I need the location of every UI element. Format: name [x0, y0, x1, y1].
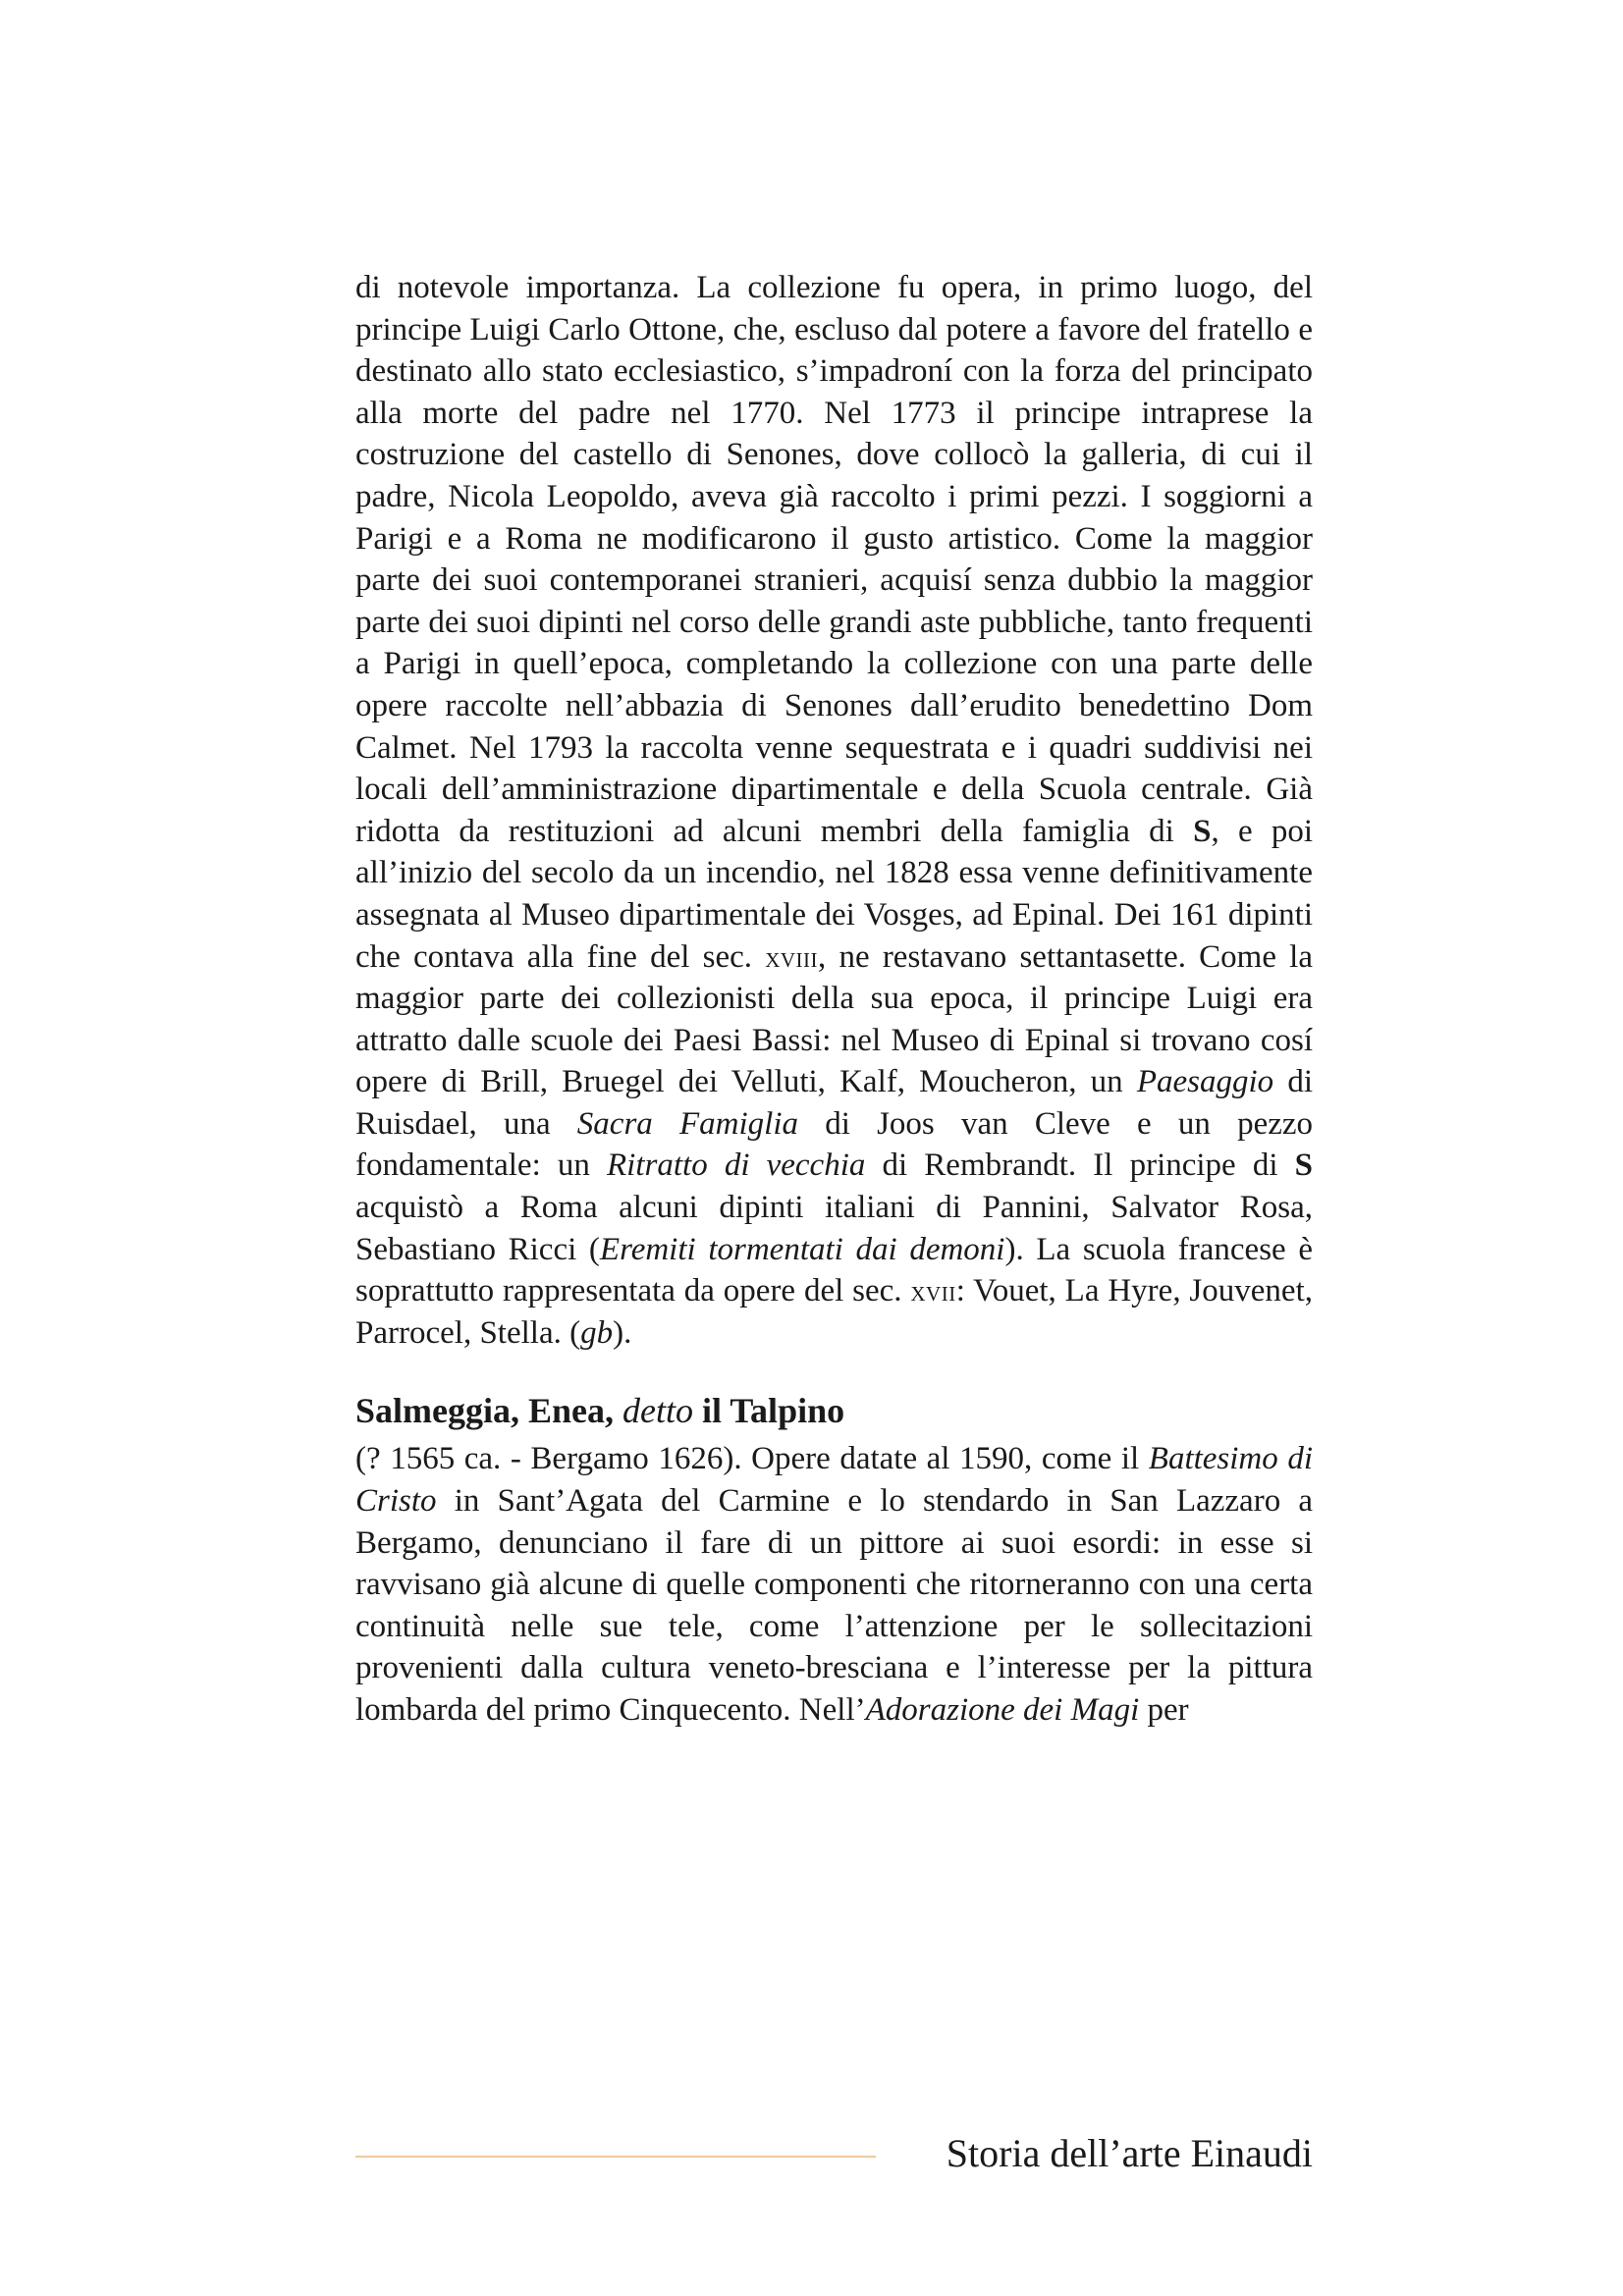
- text-run: di Ruisdael, una: [355, 1064, 1313, 1142]
- text-run: ).: [613, 1314, 632, 1351]
- text-run: in Sant’Agata del Carmine e lo stendardo in San Lazzaro a Bergamo, denunciano il fare di un pittore ai suoi esordi: in esse si ravvisano già alcune di quelle componenti che ritorneranno con una certa continuità nelle sue tele, come l’attenzione per le sollecitazioni provenienti dalla cultura veneto-bresciana e l’interesse per la pittura lombarda del primo Cinquecento. Nell’: [355, 1483, 1313, 1728]
- text-run: Battesimo di Cristo: [355, 1441, 1313, 1520]
- text-run: Adorazione dei Magi: [865, 1692, 1140, 1728]
- text-run: ). La scuola francese è soprattutto rappresentata da opere del sec.: [355, 1231, 1313, 1309]
- text-run: per: [1139, 1692, 1189, 1728]
- text-run: , e poi all’inizio del secolo da un incendio, nel 1828 essa venne definitivamente assegnata al Museo dipartimentale dei Vosges, ad Epinal. Dei 161 dipinti che contava alla fine del sec.: [355, 813, 1313, 975]
- entry-body-paragraph: [355, 1438, 1313, 1731]
- text-run: Sacra Famiglia: [576, 1105, 798, 1142]
- text-run: di Joos van Cleve e un pezzo fondamentale: un: [355, 1105, 1314, 1184]
- text-run: , ne restavano settantasette. Come la maggior parte dei collezionisti della sua epoca, il principe Luigi era attratto dalle scuole dei Paesi Bassi: nel Museo di Epinal si trovano cosí opere di Brill, Bruegel dei Velluti, Kalf, Moucheron, un: [355, 938, 1313, 1100]
- entry-heading-alias: il Talpino: [693, 1391, 845, 1431]
- text-run: xvii: [910, 1274, 956, 1308]
- text-run: Paesaggio: [1136, 1064, 1274, 1100]
- text-run: S: [1294, 1148, 1313, 1184]
- text-run: xviii: [765, 939, 819, 974]
- text-run: di notevole importanza. La collezione fu opera, in primo luogo, del principe Luigi Carlo Ottone, che, escluso dal potere a favore del fratello e destinato allo stato ecclesiastico, s’impadroní con la forza del principato alla morte del padre nel 1770. Nel 1773 il principe intraprese la costruzione del castello di Senones, dove collocò la galleria, di cui il padre, Nicola Leopoldo, aveva già raccolto i primi pezzi. I soggiorni a Parigi e a Roma ne modificarono il gusto artistico. Come la maggior parte dei suoi contemporanei stranieri, acquisí senza dubbio la maggior parte dei suoi dipinti nel corso delle grandi aste pubbliche, tanto frequenti a Parigi in quell’epoca, completando la collezione con una parte delle opere raccolte nell’abbazia di Senones dall’erudito benedettino Dom Calmet. Nel 1793 la raccolta venne sequestrata e i quadri suddivisi nei locali dell’amministrazione dipartimentale e della Scuola centrale. Già ridotta da restituzioni ad alcuni membri della famiglia di: [355, 270, 1313, 849]
- text-run: Eremiti tormentati dai demoni: [599, 1231, 1005, 1267]
- page-body: [355, 267, 1313, 1732]
- entry-continuation-paragraph: [355, 267, 1313, 1354]
- footer-rule: [355, 2156, 876, 2158]
- text-run: S: [1193, 813, 1212, 849]
- text-run: gb: [580, 1314, 614, 1351]
- text-run: Ritratto di vecchia: [607, 1148, 866, 1184]
- text-run: (? 1565 ca. - Bergamo 1626). Opere datate al 1590, come il: [355, 1441, 1149, 1477]
- footer-publication-title: Storia dell’arte Einaudi: [946, 2131, 1313, 2175]
- text-run: : Vouet, La Hyre, Jouvenet, Parrocel, Stella. (: [355, 1273, 1313, 1351]
- entry-heading-detto: detto: [622, 1391, 693, 1431]
- entry-heading: [355, 1389, 1313, 1432]
- text-run: acquistò a Roma alcuni dipinti italiani di Pannini, Salvator Rosa, Sebastiano Ricci (: [355, 1190, 1313, 1267]
- entry-heading-name: Salmeggia, Enea,: [355, 1391, 623, 1431]
- text-run: di Rembrandt. Il principe di: [865, 1148, 1295, 1184]
